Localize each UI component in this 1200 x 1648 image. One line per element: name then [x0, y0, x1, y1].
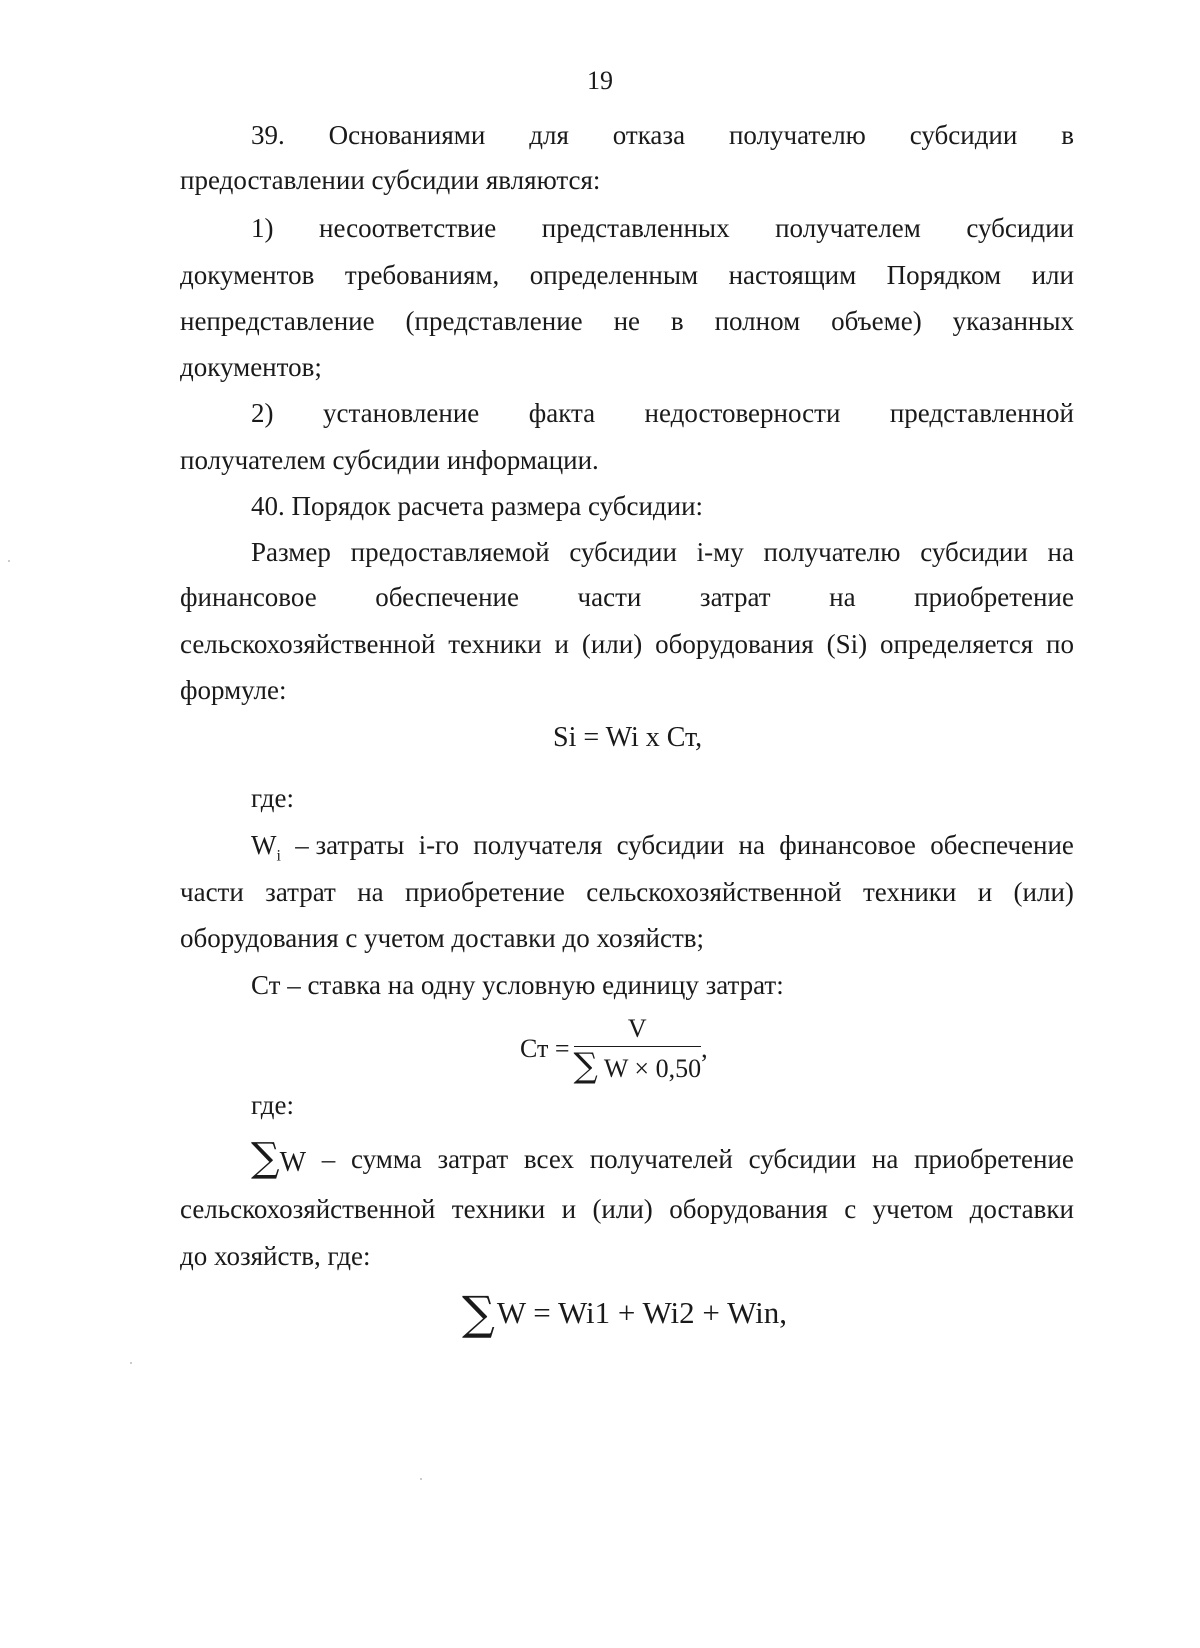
- sumw-def-line-3: до хозяйств, где:: [180, 1241, 371, 1271]
- formula-sum-w: ∑ W = Wi1 + Wi2 + Win,: [462, 1286, 787, 1340]
- scan-speck: [8, 560, 10, 562]
- p39-line-2: предоставлении субсидии являются:: [180, 165, 601, 195]
- sumw-def-line-1: ∑W – сумма затрат всех получателей субсидии на приобретение: [251, 1135, 1074, 1181]
- scan-speck: [130, 1362, 132, 1364]
- wi-def-line-1: $W_i$ – затраты i-го получателя субсидии на финансовое обеспечение: [251, 830, 1074, 865]
- sigma-icon: ∑: [573, 1046, 598, 1086]
- sigma-icon: ∑: [462, 1286, 495, 1340]
- formula-si: Si = Wi x Ст,: [553, 722, 703, 753]
- p39-line-1: 39. Основаниями для отказа получателю субсидии в: [251, 120, 1074, 150]
- item1-line-2: документов требованиям, определенным настоящим Порядком или: [180, 260, 1074, 290]
- ct-def: Ст – ставка на одну условную единицу затрат:: [251, 970, 784, 1000]
- p40-line-4: формуле:: [180, 675, 287, 705]
- wi-symbol: $W_i$: [251, 830, 281, 865]
- p40-heading: 40. Порядок расчета размера субсидии:: [251, 491, 704, 521]
- p40-line-3: сельскохозяйственной техники и (или) оборудования (Si) определяется по: [180, 629, 1074, 659]
- item1-line-4: документов;: [180, 352, 322, 382]
- item2-line-2: получателем субсидии информации.: [180, 445, 599, 475]
- formula-ct: Ст = $\frac{V}{\sum W \times 0,50}$ ,: [520, 1014, 708, 1086]
- where-label-1: где:: [251, 783, 294, 813]
- sigma-icon: ∑: [251, 1135, 280, 1181]
- wi-def-line-3: оборудования с учетом доставки до хозяйств;: [180, 923, 705, 953]
- sumw-def-line-2: сельскохозяйственной техники и (или) оборудования с учетом доставки: [180, 1194, 1074, 1224]
- sum-w-symbol: ∑W: [251, 1135, 306, 1181]
- page-number: 19: [587, 66, 613, 95]
- item1-line-3: непредставление (представление не в полном объеме) указанных: [180, 306, 1074, 336]
- item2-line-1: 2) установление факта недостоверности представленной: [251, 398, 1074, 428]
- item1-line-1: 1) несоответствие представленных получателем субсидии: [251, 213, 1074, 243]
- p40-line-2: финансовое обеспечение части затрат на приобретение: [180, 582, 1074, 612]
- p40-line-1: Размер предоставляемой субсидии i-му получателю субсидии на: [251, 537, 1074, 567]
- fraction: $\frac{V}{\sum W \times 0,50}$: [573, 1014, 702, 1086]
- where-label-2: где:: [251, 1090, 294, 1120]
- scan-speck: [420, 1478, 422, 1480]
- wi-def-line-2: части затрат на приобретение сельскохозяйственной техники и (или): [180, 877, 1074, 907]
